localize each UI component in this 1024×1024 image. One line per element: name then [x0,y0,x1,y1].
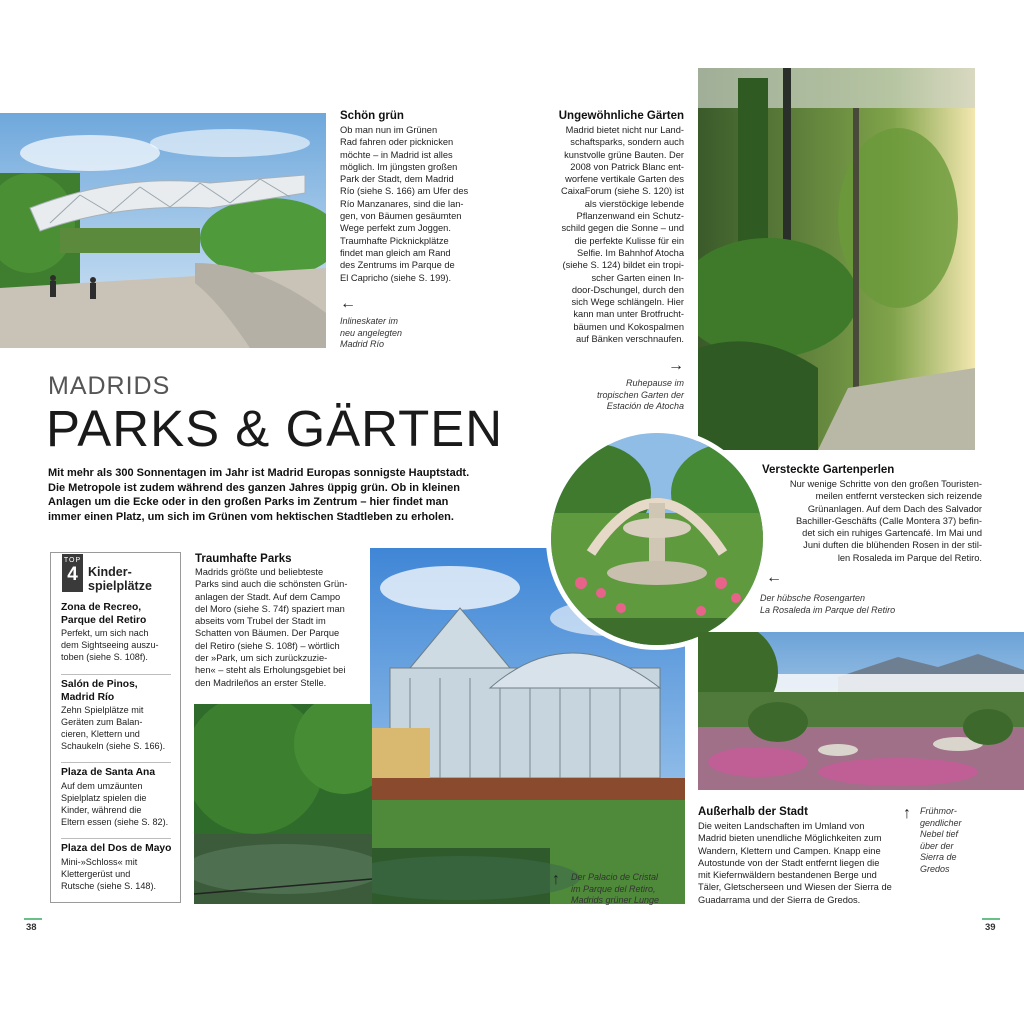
top4-title: Kinder- spielplätze [88,565,152,593]
top4-item: Plaza del Dos de Mayo Mini-»Schloss« mit Klettergerüst und Rutsche (siehe S. 148). [61,843,172,891]
caption-rosaleda: Der hübsche Rosengarten La Rosaleda im Parque del Retiro [760,593,896,615]
section-title-ausserhalb-der-stadt: Außerhalb der Stadt [698,806,808,818]
top4-item: Zona de Recreo, Parque del Retiro Perfekt, um sich nach dem Sightseeing auszu- toben (siehe S. 108f). [61,602,159,662]
caption-madrid-rio: Inlineskater im neu angelegten Madrid Río [340,316,403,349]
page-number-right: 39 [985,922,996,933]
page-title: PARKS & GÄRTEN [46,400,504,457]
top-badge: TOP 4 [62,554,83,592]
section-text-traumhafte-parks: Madrids größte und beliebteste Parks sind auch die schönsten Grün- anlagen der Stadt. Auf dem Campo del Moro (siehe S. 74f) spaziert man abseits vom Trubel der Stadt im Schatten von Bäumen. Der Parque del Retiro (siehe S. 108f) – wörtlich der »Park, um sich zurückzuzie- hen« – steht als Erholungsgebiet bei den Madrileños an erster Stelle. [195,567,348,688]
photo-retiro-lake [194,704,372,904]
section-text-ausserhalb-der-stadt: Die weiten Landschaften im Umland von Madrid bieten unendliche Möglichkeiten zum Wandern, Klettern und Campen. Knapp eine Autostunde von der Stadt entfernt liegen die mit Kiefernwäldern bestandenen Berge und Täler, Gletscherseen und Wiesen der Sierra de Guadarrama und der Sierra de Gredos. [698,821,892,905]
page-marker-right [982,918,1000,920]
arrow-left-icon: ← [340,295,356,312]
arrow-right-icon: → [668,357,684,374]
photo-estacion-de-atocha [698,68,975,450]
section-title-versteckte-gartenperlen: Versteckte Gartenperlen [762,464,895,476]
caption-palacio-de-cristal: Der Palacio de Cristal im Parque del Retiro, Madrids grüner Lunge [571,872,660,905]
page-number-left: 38 [26,922,37,933]
section-text-versteckte-gartenperlen: Nur wenige Schritte von den großen Touristen- meilen entfernt verstecken sich reizende Grünanlagen. Auf dem Dach des Salvador Bachiller-Geschäfts (Calle Montera 37) befin- det sich ein ruhiges Gartencafé. Im Mai und Juni duften die blühenden Rosen in der stil- len Rosaleda im Parque del Retiro. [789,479,982,563]
lead-paragraph: Mit mehr als 300 Sonnentagen im Jahr ist Madrid Europas sonnigste Hauptstadt. Die Metropole ist zudem während des ganzen Jahres üppig grün. Ob in kleinen Anlagen um die Ecke oder in den großen Parks im Zentrum – hier findet man immer einen Platz, um sich im Grünen vom hektischen Stadtleben zu erholen. [48,467,470,523]
arrow-left-icon: ← [766,569,782,586]
top4-item: Plaza de Santa Ana Auf dem umzäunten Spielplatz spielen die Kinder, während die Eltern essen (siehe S. 82). [61,767,169,827]
photo-sierra-de-gredos [698,632,1024,790]
photo-la-rosaleda [546,428,768,650]
section-text-schoen-gruen: Ob man nun im Grünen Rad fahren oder picknicken möchte – in Madrid ist alles möglich. Im jüngsten großen Park der Stadt, dem Madrid Río (siehe S. 166) am Ufer des Río Manzanares, sind die lan- gen, von Bäumen gesäumten Wege perfekt zum Joggen. Traumhafte Picknickplätze findet man gleich am Rand des Zentrums im Parque de El Capricho (siehe S. 199). [340,125,469,283]
photo-madrid-rio [0,113,326,348]
section-text-ungewoehnliche-gaerten: Madrid bietet nicht nur Land- schaftsparks, sondern auch kunstvolle grüne Bauten. Der 2008 von Patrick Blanc ent- worfene vertikale Garten des CaixaForum (siehe S. 120) ist als vierstöckige lebende Pflanzenwand ein Schutz- schild gegen die Sonne – und die perfekte Kulisse für ein Selfie. Im Bahnhof Atocha (siehe S. 124) bildet ein tropi- scher Garten einen In- door-Dschungel, durch den sich Wege schlängeln. Hier kann man unter Brotfrucht- bäumen und Kokospalmen auf Bänken verschnaufen. [561,125,684,345]
section-title-ungewoehnliche-gaerten: Ungewöhnliche Gärten [558,110,684,122]
section-title-schoen-gruen: Schön grün [340,110,404,122]
divider [61,762,171,763]
caption-atocha: Ruhepause im tropischen Garten der Estación de Atocha [596,378,684,411]
divider [61,674,171,675]
arrow-up-icon: ↑ [552,871,560,888]
kicker: MADRIDS [48,372,171,400]
page-marker-left [24,918,42,920]
arrow-up-icon: ↑ [903,805,911,822]
divider [61,838,171,839]
section-title-traumhafte-parks: Traumhafte Parks [195,553,292,565]
caption-gredos: Frühmor- gendlicher Nebel tief über der Sierra de Gredos [920,806,962,874]
top4-item: Salón de Pinos, Madrid Río Zehn Spielplätze mit Geräten zum Balan- cieren, Klettern und Schaukeln (siehe S. 166). [61,679,166,751]
